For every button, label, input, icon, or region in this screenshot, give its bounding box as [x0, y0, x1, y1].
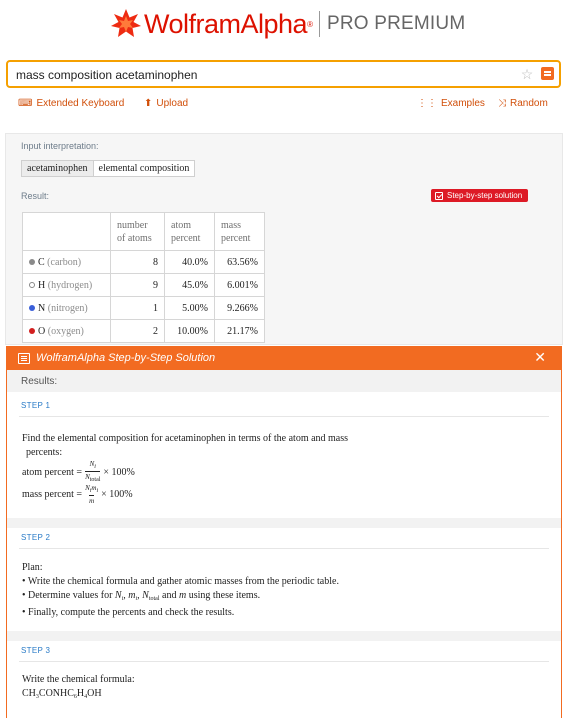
atoms-cell: 2 [111, 320, 165, 343]
plan-bullet-2: • Determine values for $N_i$, $m_i$, $N_{total}$ and m using these items. [22, 590, 261, 602]
logo-divider [319, 11, 320, 37]
step-2-text [22, 561, 339, 620]
plan-heading: Plan: [22, 562, 43, 573]
step-1-line-2: percents: [26, 447, 63, 458]
results-label: Results: [21, 376, 58, 387]
shuffle-icon: ⤨ [498, 98, 506, 109]
step-divider [19, 416, 549, 417]
table-row [23, 320, 265, 343]
mass-fraction: $\frac{\text{Nimi}}{m}$ [85, 484, 99, 505]
search-box [6, 60, 561, 88]
header [0, 0, 564, 52]
examples-label: Examples [441, 98, 485, 109]
search-input[interactable] [16, 66, 496, 84]
plan-bullet-2-post: using these items. [188, 590, 261, 601]
element-cell [23, 251, 111, 274]
plan-bullet-3: • Finally, compute the percents and check the results. [22, 607, 235, 618]
step-3-instruction: Write the chemical formula: [22, 674, 135, 685]
atoms-cell: 1 [111, 297, 165, 320]
mass-percent-cell: 9.266% [215, 297, 265, 320]
plan-label: PRO PREMIUM [326, 13, 466, 34]
extended-keyboard-label: Extended Keyboard [36, 98, 125, 109]
upload-button[interactable] [144, 98, 188, 109]
results-bar [7, 370, 561, 392]
atom-percent-cell: 10.00% [165, 320, 215, 343]
element-cell [23, 297, 111, 320]
element-symbol: O [38, 325, 46, 337]
upload-label: Upload [156, 98, 189, 109]
element-symbol: C [38, 256, 45, 268]
table-corner-cell [23, 213, 111, 251]
table-row [23, 297, 265, 320]
element-color-dot [29, 259, 35, 265]
step-1-text [22, 432, 348, 460]
column-header: mass percent [215, 213, 265, 251]
step-divider [19, 548, 549, 549]
step-1-line-1: Find the elemental composition for acetaminophen in terms of the atom and mass [22, 433, 349, 444]
upload-icon: ⬆ [144, 98, 153, 109]
step-by-step-panel [6, 370, 562, 718]
atom-fraction: $\frac{Ni}{\text{Ntotal}}$ [85, 460, 101, 483]
plan-bullet-2-pre: • Determine values for [22, 590, 113, 601]
element-name: (oxygen) [47, 325, 84, 337]
random-label: Random [510, 98, 548, 109]
column-header: atom percent [165, 213, 215, 251]
step-separator [7, 518, 561, 528]
extended-keyboard-button[interactable] [18, 98, 124, 109]
step-3-label: STEP 3 [21, 646, 51, 655]
atom-percent-cell: 40.0% [165, 251, 215, 274]
result-label: Result: [21, 191, 50, 201]
step-by-step-label: Step-by-step solution [447, 191, 523, 200]
mass-percent-lhs: mass percent = [22, 489, 83, 500]
step-2-label: STEP 2 [21, 533, 51, 542]
mass-percent-cell: 6.001% [215, 274, 265, 297]
atom-percent-cell: 45.0% [165, 274, 215, 297]
input-interpretation [21, 160, 195, 177]
interpretation-function: elemental composition [98, 163, 190, 174]
interpretation-keyword: acetaminophen [22, 161, 94, 176]
atom-percent-cell: 5.00% [165, 297, 215, 320]
wolframalpha-logo[interactable] [110, 8, 465, 40]
step-by-step-icon [18, 353, 30, 364]
element-color-dot [29, 282, 35, 288]
element-symbol: H [38, 279, 46, 291]
logo-wordmark: WolframAlpha [144, 8, 308, 39]
mass-percent-cell: 63.56% [215, 251, 265, 274]
mass-percent-formula [22, 484, 133, 505]
atoms-cell: 8 [111, 251, 165, 274]
step-by-step-header [6, 346, 562, 370]
table-row [23, 251, 265, 274]
step-3-text [22, 673, 135, 704]
table-header-row [23, 213, 265, 251]
step-by-step-title: WolframAlpha Step-by-Step Solution [36, 352, 216, 364]
atom-percent-formula [22, 460, 135, 484]
compute-button[interactable] [541, 67, 554, 80]
times-100: × 100% [101, 489, 133, 500]
random-button[interactable] [498, 98, 548, 109]
input-interpretation-label: Input interpretation: [21, 141, 99, 151]
atoms-cell: 9 [111, 274, 165, 297]
examples-button[interactable] [417, 98, 485, 109]
column-header: number of atoms [111, 213, 165, 251]
element-cell [23, 274, 111, 297]
element-symbol: N [38, 302, 46, 314]
element-color-dot [29, 305, 35, 311]
keyboard-icon: ⌨ [18, 98, 33, 109]
grid-icon: ⋮⋮ [417, 98, 437, 109]
plan-bullet-1: • Write the chemical formula and gather atomic masses from the periodic table. [22, 576, 339, 587]
table-row [23, 274, 265, 297]
composition-table [22, 212, 265, 343]
close-icon[interactable]: ✕ [534, 349, 546, 365]
favorite-star-icon[interactable]: ☆ [520, 66, 534, 82]
step-by-step-button[interactable] [431, 189, 528, 202]
atom-percent-lhs: atom percent = [22, 466, 83, 478]
element-cell [23, 320, 111, 343]
input-toolbar [0, 98, 564, 112]
wolfram-star-icon [110, 8, 142, 40]
checkbox-icon [435, 192, 443, 200]
logo-trademark: ® [307, 19, 313, 29]
mass-percent-cell: 21.17% [215, 320, 265, 343]
step-separator [7, 631, 561, 641]
element-color-dot [29, 328, 35, 334]
result-pod [5, 133, 563, 345]
element-name: (hydrogen) [47, 279, 93, 291]
chemical-formula: $CH_3CONHC_6H_4OH$ [22, 688, 102, 700]
times-100: × 100% [103, 466, 135, 478]
element-name: (carbon) [47, 256, 82, 268]
element-name: (nitrogen) [47, 302, 88, 314]
step-divider [19, 661, 549, 662]
step-1-label: STEP 1 [21, 401, 51, 410]
